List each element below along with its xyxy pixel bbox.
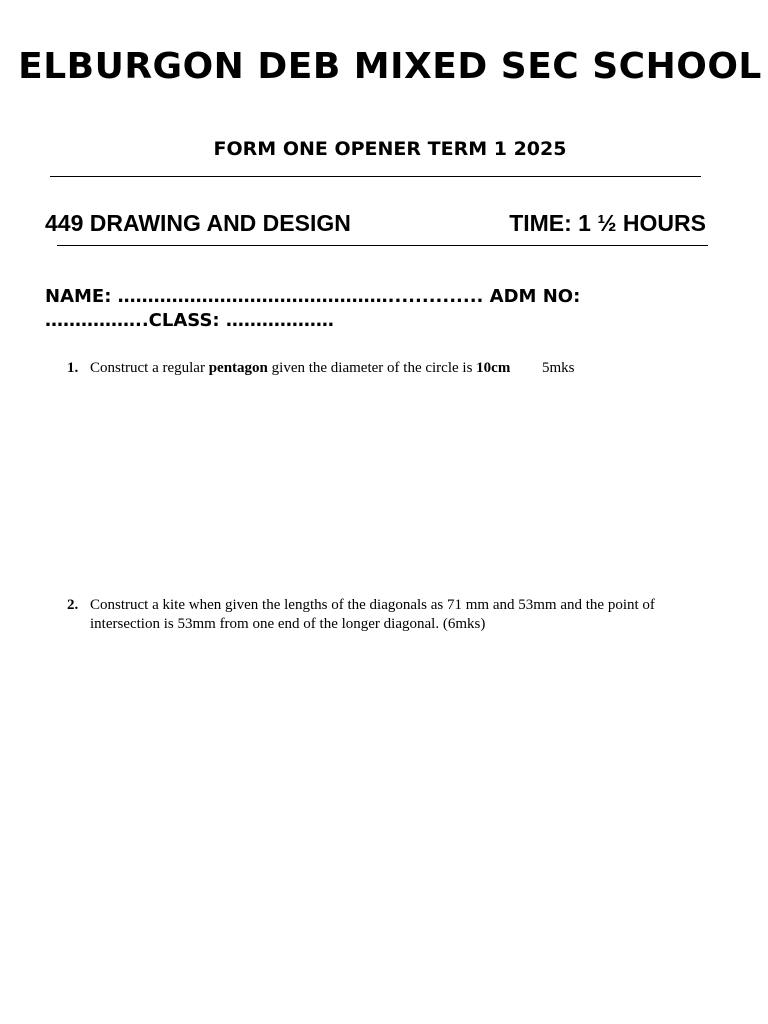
question-keyword: pentagon <box>208 360 268 376</box>
question-text: Construct a kite when given the lengths of the diagonals as 71 mm and 53mm and the point of intersection is 53mm from one end of the longer diagonal. (6mks) <box>90 597 655 632</box>
question-marks: 5mks <box>542 360 575 376</box>
question-2 <box>67 596 677 634</box>
header-divider <box>50 176 701 177</box>
question-measurement: 10cm <box>476 360 511 376</box>
student-details-line: NAME: ……………………………………….............. ADM NO: ……………..CLASS: ……………… <box>45 286 581 331</box>
question-1 <box>67 359 677 378</box>
school-name: ELBURGON DEB MIXED SEC SCHOOL <box>18 46 762 87</box>
question-text-part: given the diameter of the circle is <box>267 360 477 376</box>
question-text <box>90 359 677 378</box>
subject-divider <box>57 245 708 246</box>
exam-duration: TIME: 1 ½ HOURS <box>509 210 706 236</box>
question-number: 2. <box>67 597 79 613</box>
subject-title: 449 DRAWING AND DESIGN <box>45 210 351 236</box>
exam-title: FORM ONE OPENER TERM 1 2025 <box>213 138 567 160</box>
question-number: 1. <box>67 360 79 376</box>
question-text-part: Construct a regular <box>90 360 209 376</box>
